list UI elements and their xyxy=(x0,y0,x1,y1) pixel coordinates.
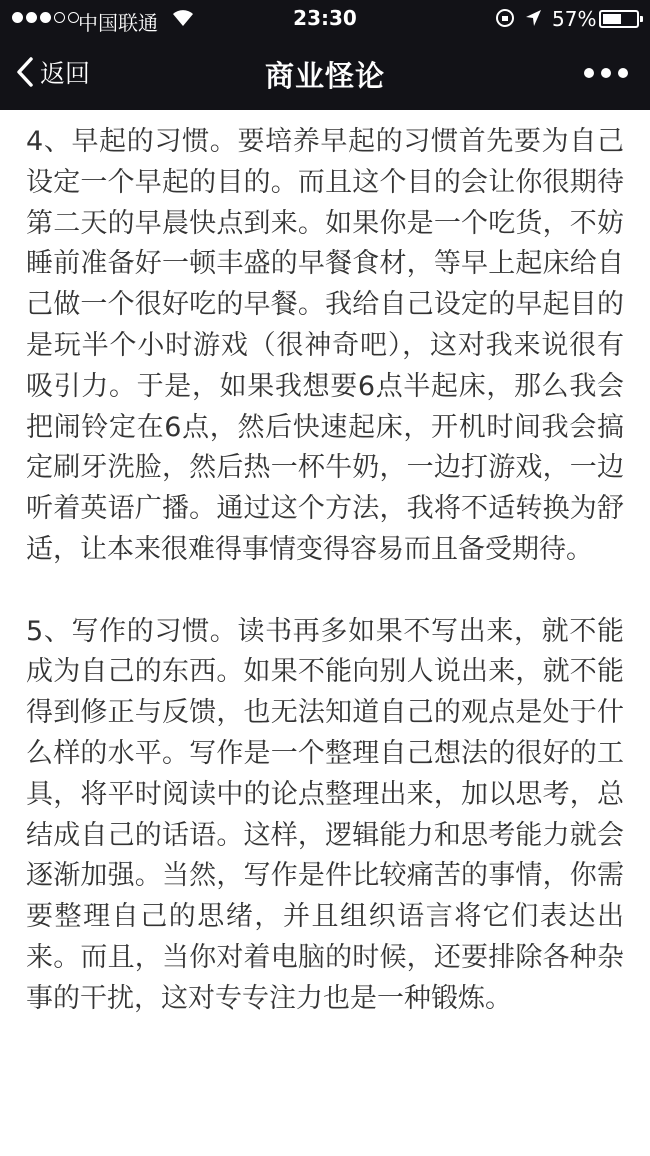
article-body xyxy=(26,122,624,1060)
clock: 23:30 xyxy=(293,6,357,30)
navigation-bar xyxy=(0,38,650,110)
more-dot-icon xyxy=(618,68,628,78)
status-bar xyxy=(0,0,650,38)
more-dot-icon xyxy=(584,68,594,78)
more-dot-icon xyxy=(601,68,611,78)
rotation-lock-icon xyxy=(495,8,515,28)
top-bar xyxy=(0,0,650,110)
page-title: 商业怪论 xyxy=(264,59,385,93)
location-arrow-icon xyxy=(524,8,542,28)
carrier-name: 中国联通 xyxy=(78,11,158,35)
article-paragraph: 5、写作的习惯。读书再多如果不写出来，就不能成为自己的东西。如果不能向别人说出来，就不能得到修正与反馈，也无法知道自己的观点是处于什么样的水平。写作是一个整理自己想法的很好的工具，将平时阅读中的论点整理出来，加以思考，总结成自己的话语。这样，逻辑能力和思考能力就会逐渐加强。当然，写作是件比较痛苦的事情，你需要整理自己的思绪，并且组织语言将它们表达出来。而且，当你对着电脑的时候，还要排除各种杂事的干扰，这对专专注力也是一种锻炼。 xyxy=(26,615,624,1014)
battery-percentage: 57% xyxy=(552,7,597,31)
more-options-button[interactable] xyxy=(584,68,628,78)
battery-icon xyxy=(599,10,639,28)
back-label: 返回 xyxy=(40,59,91,88)
article-paragraph: 4、早起的习惯。要培养早起的习惯首先要为自己设定一个早起的目的。而且这个目的会让你很期待第二天的早晨快点到来。如果你是一个吃货，不妨睡前准备好一顿丰盛的早餐食材，等早上起床给自己做一个很好吃的早餐。我给自己设定的早起目的是玩半个小时游戏（很神奇吧），这对我来说很有吸引力。于是，如果我想要6点半起床，那么我会把闹铃定在6点，然后快速起床，开机时间我会搞定刷牙洗脸，然后热一杯牛奶，一边打游戏，一边听着英语广播。通过这个方法，我将不适转换为舒适，让本来很难得事情变得容易而且备受期待。 xyxy=(26,126,624,565)
